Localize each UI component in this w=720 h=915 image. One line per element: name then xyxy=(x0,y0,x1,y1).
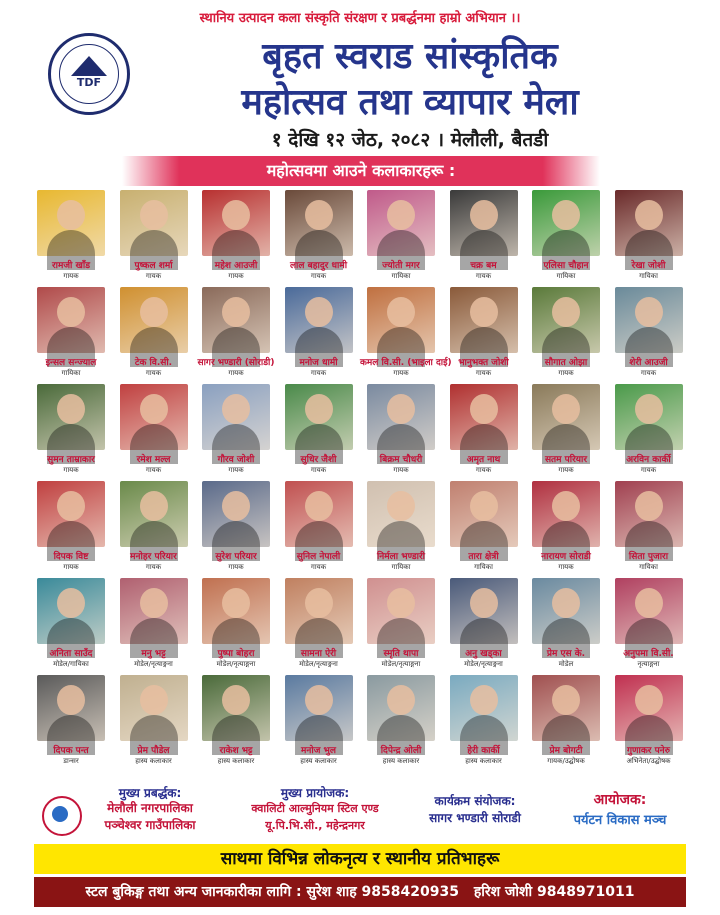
artist-photo xyxy=(285,675,353,741)
artist-name: प्रेम एस के. xyxy=(546,649,586,659)
artist-name: पुष्कल शर्मा xyxy=(134,261,173,271)
artist-role: गायक xyxy=(145,466,162,474)
artist-name: सुधिर जैशी xyxy=(300,455,337,465)
artist-role: गायिका xyxy=(639,563,658,571)
artist-role: गायक xyxy=(475,272,492,280)
artist-photo xyxy=(367,675,435,741)
artist-card xyxy=(113,384,195,480)
artist-photo xyxy=(532,190,600,256)
artist-role: गायिका xyxy=(556,272,576,280)
artist-name: इन्सल सन्ज्याल xyxy=(45,358,97,368)
artist-card xyxy=(195,675,277,771)
artist-role: डान्सर xyxy=(63,757,79,765)
footer-contact xyxy=(34,877,686,907)
artist-name: स्मृति थापा xyxy=(383,649,419,659)
footer-contact-1: स्टल बुकिङ्ग तथा अन्य जानकारीका लागि : सुरेश शाह 9858420935 xyxy=(85,884,459,900)
main-sponsor-label: मुख्य प्रायोजक: xyxy=(280,786,350,800)
artist-name: अनुपमा वि.सी. xyxy=(623,649,674,659)
artist-grid xyxy=(30,190,690,770)
artist-name: रमेश मल्ल xyxy=(136,455,171,465)
artist-name: अमृत नाथ xyxy=(466,455,501,465)
artist-photo xyxy=(615,481,683,547)
artist-photo xyxy=(450,287,518,353)
artist-photo xyxy=(285,578,353,644)
artist-role: गायक xyxy=(393,466,409,474)
artist-photo xyxy=(120,481,188,547)
artist-card xyxy=(443,578,525,674)
artists-banner: महोत्सवमा आउने कलाकारहरू : xyxy=(122,156,600,186)
artist-card xyxy=(30,190,112,286)
artist-photo xyxy=(285,287,353,353)
slogan: स्थानिय उत्पादन कला संस्कृति संरक्षण र प्रबर्द्धनमा हाम्रो अभियान ।। xyxy=(199,11,521,26)
artist-card xyxy=(278,384,360,480)
artist-name: मनोहर परियार xyxy=(130,552,177,562)
artist-name: ज्योती मगर xyxy=(382,261,420,271)
artist-card xyxy=(443,384,525,480)
artist-photo xyxy=(202,190,270,256)
artist-card xyxy=(113,578,195,674)
artist-photo xyxy=(120,384,188,450)
artist-name: मनु भट्ट xyxy=(141,649,166,659)
artist-card xyxy=(278,578,360,674)
artist-name: अनु खड्का xyxy=(465,649,502,659)
artist-name: चक्र बम xyxy=(470,261,497,271)
artist-photo xyxy=(615,675,683,741)
artist-name: महेश आउजी xyxy=(214,261,258,271)
artist-photo xyxy=(367,384,435,450)
artist-role: मोडेल/नृत्याङ्गना xyxy=(464,660,503,668)
artist-role: गायक xyxy=(310,563,327,571)
artist-role: मोडेल/नृत्याङ्गना xyxy=(216,660,256,668)
artist-role: गायक xyxy=(228,466,244,474)
main-sponsor-1: क्वालिटी आल्मुनियम स्टिल एण्ड xyxy=(251,802,379,815)
artist-name: दिपेन्द्र ओली xyxy=(380,746,422,756)
artist-name: गौरव जोशी xyxy=(217,455,255,465)
artist-card xyxy=(525,675,607,771)
artist-card xyxy=(195,481,277,577)
artist-name: रेखा जोशी xyxy=(631,261,666,271)
artist-card xyxy=(525,481,607,577)
artist-photo xyxy=(120,675,188,741)
artist-role: गायिका xyxy=(391,272,411,280)
artist-role: गायिका xyxy=(474,563,493,571)
artist-role: गायक xyxy=(558,369,574,377)
artist-role: मोडेल/नृत्याङ्गना xyxy=(381,660,421,668)
artist-card xyxy=(525,190,607,286)
artist-photo xyxy=(615,578,683,644)
artist-card xyxy=(30,675,112,771)
artist-photo xyxy=(367,481,435,547)
artist-role: अभिनेता/उद्घोषक xyxy=(626,757,671,765)
coordinator: सागर भण्डारी सोराडी xyxy=(429,811,521,825)
artist-photo xyxy=(120,190,188,256)
artist-name: राकेश भट्ट xyxy=(219,746,253,756)
artist-name: टेक वि.सी. xyxy=(134,358,173,368)
footer-contact-2: हरिश जोशी 9848971011 xyxy=(473,884,635,900)
artist-role: गायक xyxy=(63,272,79,280)
artist-card xyxy=(443,190,525,286)
artist-photo xyxy=(450,384,518,450)
artist-role: हास्य कलाकार xyxy=(300,757,337,765)
artist-card xyxy=(278,190,360,286)
artist-card xyxy=(443,287,525,383)
artist-card xyxy=(195,190,277,286)
artist-card xyxy=(360,190,442,286)
artist-name: सुरेश परियार xyxy=(215,552,257,562)
artist-name: भानुभक्त जोशी xyxy=(458,358,509,368)
artist-photo xyxy=(450,578,518,644)
artist-card xyxy=(608,675,690,771)
artist-card xyxy=(278,675,360,771)
artist-name: बिक्रम चौधरी xyxy=(379,455,423,465)
artist-name: दिपक विष्ट xyxy=(53,552,89,562)
main-sponsor xyxy=(222,800,408,834)
artist-photo xyxy=(37,287,105,353)
artist-role: गायक xyxy=(63,466,79,474)
artist-name: गुणाकर पनेरु xyxy=(626,746,671,756)
artist-name: सामना ऐरी xyxy=(300,649,337,659)
artist-card xyxy=(608,481,690,577)
artist-photo xyxy=(367,287,435,353)
festival-title xyxy=(150,34,670,126)
artist-name: प्रेम बोगटी xyxy=(549,746,583,756)
artist-role: गायक xyxy=(310,272,327,280)
main-promoter-label: मुख्य प्रबर्द्धक: xyxy=(118,786,182,800)
artist-card xyxy=(525,287,607,383)
yellow-banner: साथमा विभिन्न लोकनृत्य र स्थानीय प्रतिभाहरू xyxy=(34,844,686,874)
artist-role: गायक xyxy=(640,466,657,474)
artist-card xyxy=(278,481,360,577)
artist-role: गायक xyxy=(228,272,244,280)
artist-role: हास्य कलाकार xyxy=(217,757,255,765)
artist-name: मनोज धामी xyxy=(299,358,338,368)
artist-name: निर्मला भण्डारी xyxy=(376,552,426,562)
artist-name: रामजी खाँड xyxy=(51,261,91,271)
artist-card xyxy=(278,287,360,383)
artist-name: नारायण सोराडी xyxy=(541,552,591,562)
artist-card xyxy=(30,578,112,674)
main-promoter xyxy=(80,800,220,834)
artist-name: सतम परियार xyxy=(544,455,588,465)
title-line-2: महोत्सव तथा व्यापार मेला xyxy=(241,82,579,123)
artist-photo xyxy=(285,190,353,256)
artist-name: सुनिल नेपाली xyxy=(296,552,341,562)
artist-photo xyxy=(37,190,105,256)
artist-card xyxy=(443,481,525,577)
artist-card xyxy=(608,287,690,383)
artist-card xyxy=(360,287,452,383)
artist-role: गायिका xyxy=(61,369,81,377)
artist-role: गायक xyxy=(63,563,79,571)
artist-role: गायक xyxy=(475,369,492,377)
artist-photo xyxy=(285,481,353,547)
artist-card xyxy=(525,578,607,674)
artist-card xyxy=(30,384,112,480)
artist-photo xyxy=(37,481,105,547)
artist-role: मोडेल/नृत्याङ्गना xyxy=(134,660,173,668)
artist-role: गायक xyxy=(228,563,244,571)
artist-card xyxy=(360,578,442,674)
artist-card xyxy=(608,384,690,480)
artist-photo xyxy=(202,481,270,547)
artist-photo xyxy=(532,578,600,644)
artist-photo xyxy=(450,190,518,256)
artist-photo xyxy=(120,578,188,644)
artist-photo xyxy=(615,190,683,256)
artist-card xyxy=(195,384,277,480)
artist-role: हास्य कलाकार xyxy=(465,757,502,765)
organizer-label: आयोजक: xyxy=(593,792,647,808)
artist-name: मनोज भुल xyxy=(301,746,336,756)
artist-photo xyxy=(37,578,105,644)
artist-name: सुमन ताम्राकार xyxy=(47,455,95,465)
main-promoter-2: पञ्चेश्वर गाउँपालिका xyxy=(104,818,196,832)
artist-photo xyxy=(202,287,270,353)
artist-photo xyxy=(615,384,683,450)
artist-photo xyxy=(532,287,600,353)
artist-role: गायक xyxy=(228,369,244,377)
artist-role: गायक xyxy=(393,369,409,377)
artist-card xyxy=(113,287,195,383)
artist-name: सौगात ओझा xyxy=(544,358,588,368)
artist-role: मोडेल/गायिका xyxy=(53,660,89,668)
artist-name: एलिसा चौहान xyxy=(543,261,589,271)
artist-card xyxy=(525,384,607,480)
artist-role: गायक xyxy=(310,369,327,377)
artist-role: गायिका xyxy=(391,563,411,571)
artist-card xyxy=(360,384,442,480)
event-date: १ देखि १२ जेठ, २०८२ । मेलौली, बैतडी xyxy=(271,129,549,151)
artist-name: लाल बहादुर धामी xyxy=(289,261,348,271)
artist-card xyxy=(30,287,112,383)
artist-name: हेरी कार्की xyxy=(467,746,500,756)
artist-name: अनिता साउँद xyxy=(49,649,93,659)
artist-role: गायक xyxy=(558,563,574,571)
artist-role: गायक xyxy=(145,563,162,571)
artist-name: सिता पुजारा xyxy=(628,552,669,562)
artist-name: सागर भण्डारी (सोराडी) xyxy=(197,358,275,368)
artist-photo xyxy=(37,675,105,741)
artist-role: हास्य कलाकार xyxy=(382,757,420,765)
artist-role: गायक xyxy=(640,369,657,377)
artist-name: शेरी आउजी xyxy=(629,358,668,368)
artist-name: कमल वि.सी. (भाइला दाई) xyxy=(360,358,452,368)
artist-name: प्रेम पौडेल xyxy=(137,746,170,756)
artist-photo xyxy=(532,481,600,547)
artist-name: दिपक पन्त xyxy=(53,746,89,756)
artist-role: गायक xyxy=(310,466,327,474)
artist-role: मोडेल/नृत्याङ्गना xyxy=(299,660,338,668)
artist-name: अरविन कार्की xyxy=(626,455,671,465)
tdf-logo xyxy=(48,33,130,115)
artist-photo xyxy=(532,384,600,450)
artist-photo xyxy=(450,675,518,741)
artist-photo xyxy=(202,675,270,741)
artist-card xyxy=(195,287,277,383)
artist-card xyxy=(360,675,442,771)
artist-card xyxy=(608,190,690,286)
mountain-icon xyxy=(71,56,107,76)
artist-photo xyxy=(37,384,105,450)
artist-photo xyxy=(367,190,435,256)
artist-card xyxy=(113,190,195,286)
artist-role: गायक xyxy=(145,369,162,377)
artist-photo xyxy=(532,675,600,741)
artist-photo xyxy=(202,578,270,644)
main-sponsor-2: यू.पि.भि.सी., महेन्द्रनगर xyxy=(265,819,365,832)
organizer: पर्यटन विकास मञ्च xyxy=(573,813,667,828)
artist-role: गायक/उद्घोषक xyxy=(547,757,585,765)
artist-name: तारा क्षेत्री xyxy=(468,552,499,562)
coordinator-label: कार्यक्रम संयोजक: xyxy=(434,794,516,808)
artist-role: नृत्याङ्गना xyxy=(637,660,660,668)
artist-photo xyxy=(202,384,270,450)
artist-card xyxy=(30,481,112,577)
artist-photo xyxy=(120,287,188,353)
artist-photo xyxy=(285,384,353,450)
artist-card xyxy=(195,578,277,674)
artist-role: गायिका xyxy=(639,272,658,280)
artist-role: गायक xyxy=(475,466,492,474)
logo-text: TDF xyxy=(76,76,102,89)
artist-card xyxy=(360,481,442,577)
artist-role: हास्य कलाकार xyxy=(135,757,172,765)
artist-card xyxy=(608,578,690,674)
artist-role: मोडेल xyxy=(558,660,574,668)
artist-role: गायक xyxy=(558,466,574,474)
main-promoter-1: मेलौली नगरपालिका xyxy=(107,801,193,815)
municipality-emblem-icon xyxy=(42,796,82,836)
artist-name: पुष्पा बोहरा xyxy=(217,649,255,659)
artist-photo xyxy=(367,578,435,644)
artist-card xyxy=(113,481,195,577)
artist-photo xyxy=(615,287,683,353)
artist-role: गायक xyxy=(145,272,162,280)
title-line-1: बृहत स्वराड सांस्कृतिक xyxy=(262,36,558,77)
artist-card xyxy=(443,675,525,771)
artist-photo xyxy=(450,481,518,547)
artist-card xyxy=(113,675,195,771)
